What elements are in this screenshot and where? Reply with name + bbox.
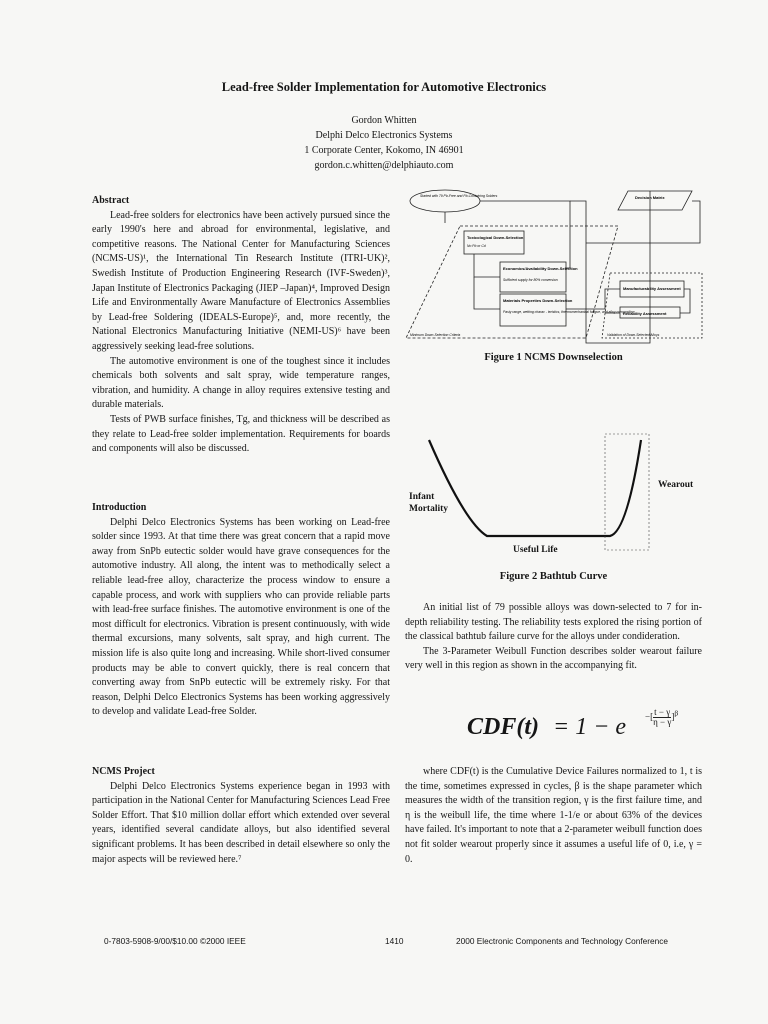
paper-title: Lead-free Solder Implementation for Automotive Electronics — [221, 80, 547, 94]
abstract-paragraph: Tests of PWB surface finishes, Tg, and thickness will be described as they relate to Lead-free solder implementation. Requirements for boards and components will also be discussed. — [92, 413, 390, 455]
footer-conference: 2000 Electronic Components and Technology Conference — [456, 936, 669, 946]
footer-page-number: 1410 — [385, 936, 404, 946]
flowchart-validation-region — [602, 273, 702, 338]
equation-exponent: −[ $\frac{t - \gamma}{\eta - \gamma}$ ]$^\beta$ — [645, 707, 679, 727]
right-paragraph-1: An initial list of 79 possible alloys was down-selected to 7 for in-depth reliability testing. The reliability tests explored the rising portion of the classical bathtub failure curve for the alloys under condideration. — [405, 602, 702, 643]
bathtub-curve-line — [429, 440, 641, 536]
right-column-definitions — [405, 765, 702, 867]
exp-denominator: η − γ — [653, 717, 672, 727]
introduction-paragraph: Delphi Delco Electronics Systems has been working on Lead-free solder since 1993. At that time there was great concern that a rapid move away from SnPb eutectic solder would have grave consequences for the automotive industry. All along, the intent was to methodically select a reliable lead-free alloy, characterize the process window to ensure a capable process, and work with suppliers who can provide reliable parts with lead-free surface finishes. The automotive environment is one of the most difficult for electronics. Vibration is present continuously, with wide thermal excursions, many solvents, salt spray, and high current. The mission life is also quite long and increasing. While short-lived consumer products may be able to convert quickly, there is real concern that converting away from SnPb eutectic will be extremely risky. For that reason, Delphi Delco Electronics Systems has been working aggressively to develop and validate Lead-free Solder. — [92, 516, 390, 718]
introduction-section — [92, 501, 390, 720]
right-paragraph-3: where CDF(t) is the Cumulative Device Failures normalized to 1, t is the time, sometimes expressed in cycles, β is the shape parameter which measures the width of the transition region, γ is the first failure time, and η is the weibull life, the time where 1-1/e or about 63% of the devices have failed. It's important to note that a 2-parameter weibull function does not fit solder wearout properly since it assumes a useful life of 0, i.e, γ = 0. — [405, 766, 702, 865]
flowchart-materials-sub: Pasty range, wetting charac - teristics, thermomechanical fatigue, and alloy composition — [503, 310, 635, 314]
flowchart-decision-box — [618, 191, 692, 210]
flowchart-start-text: Started with 79 Pb-Free and Pb-Containing Solders — [420, 194, 498, 198]
wearout-label: Wearout — [658, 480, 694, 490]
mortality-label: Mortality — [409, 504, 449, 514]
figure2-caption: Figure 2 Bathtub Curve — [499, 571, 608, 582]
flowchart-minimum-text: Minimum Down-Selection Criteria — [410, 333, 461, 337]
equation-rhs: = 1 − e — [553, 714, 627, 740]
footer-copyright: 0-7803-5908-9/00/$10.00 ©2000 IEEE — [104, 936, 246, 946]
exp-numerator: t − γ — [654, 707, 671, 717]
flowchart-economics-sub: Sufficient supply for 80% conversion — [503, 278, 558, 282]
flowchart-materials-text: Materials Properties Down-Selection — [503, 298, 573, 303]
flowchart-toxicological-sub: No Pb or Cd — [467, 244, 486, 248]
figure1-flowchart — [400, 183, 710, 345]
equation-lhs: CDF(t) — [467, 714, 539, 740]
right-column-text — [405, 601, 702, 674]
wearout-region-box — [605, 434, 649, 550]
flowchart-manufacturability-text: Manufacturability Assessment — [623, 286, 681, 291]
ncms-heading: NCMS Project — [92, 766, 155, 777]
flowchart-toxicological-text: Toxicological Down-Selection — [467, 235, 524, 240]
infant-label: Infant — [409, 492, 435, 502]
useful-life-label: Useful Life — [513, 545, 558, 555]
flowchart-reliability-text: Reliability Assessment — [623, 311, 667, 316]
author-org: Delphi Delco Electronics Systems — [315, 130, 453, 141]
flowchart-decision-text: Decision Matrix — [635, 195, 665, 200]
introduction-heading: Introduction — [92, 502, 147, 513]
ncms-paragraph: Delphi Delco Electronics Systems experience began in 1993 with participation in the National Center for Manufacturing Sciences Lead Free Solder Effort. That $10 million dollar effort which extended over several years, identified several candidate alloys, but also identified several significant problems. It has been described in detail elsewhere so only the major aspects will be reviewed here.⁷ — [92, 780, 390, 865]
abstract-section — [92, 194, 390, 457]
abstract-paragraph: The automotive environment is one of the toughest since it includes chemicals both solvents and salt spray, wide temperature ranges, vibration, and humidity. A change in alloy requires extensive testing and durable materials. — [92, 355, 390, 411]
author-address: 1 Corporate Center, Kokomo, IN 46901 — [304, 145, 464, 156]
author-email: gordon.c.whitten@delphiauto.com — [314, 160, 454, 171]
figure1-caption: Figure 1 NCMS Downselection — [484, 352, 623, 363]
flowchart-validation-text: Validation of Down-Selected Alloys — [607, 333, 660, 337]
weibull-equation — [467, 708, 707, 752]
author-name: Gordon Whitten — [351, 115, 417, 126]
right-paragraph-2: The 3-Parameter Weibull Function describes solder wearout failure very well in this region as shown in the accompanying fit. — [405, 645, 702, 672]
flowchart-economics-text: Economics/Availability Down-Selection — [503, 266, 578, 271]
abstract-heading: Abstract — [92, 195, 130, 206]
figure2-bathtub-curve — [405, 428, 705, 563]
author-block — [0, 113, 768, 173]
ncms-section — [92, 765, 390, 867]
abstract-paragraph: Lead-free solders for electronics have been actively pursued since the early 1990's here and abroad for environmental, legislative, and competitive reasons. The National Center for Manufacturing Sciences (NCMS-US)¹, the International Tin Research Institute (ITRI-UK)², Swedish Institute of Production Engineering Research (IVF-Sweden)³, Japan Institute of Electronics Packaging (JIEP –Japan)⁴, Improved Design Life and Environmentally Aware Manufacture of Electronics Assemblies by Lead-free Soldering (IDEALS-Europe)⁵, and, more recently, the National Electronics Manufacturing Initiative (NEMI-US)⁶ have been aggressively seeking lead-free solutions. — [92, 209, 390, 352]
exp-power: β — [674, 708, 679, 718]
